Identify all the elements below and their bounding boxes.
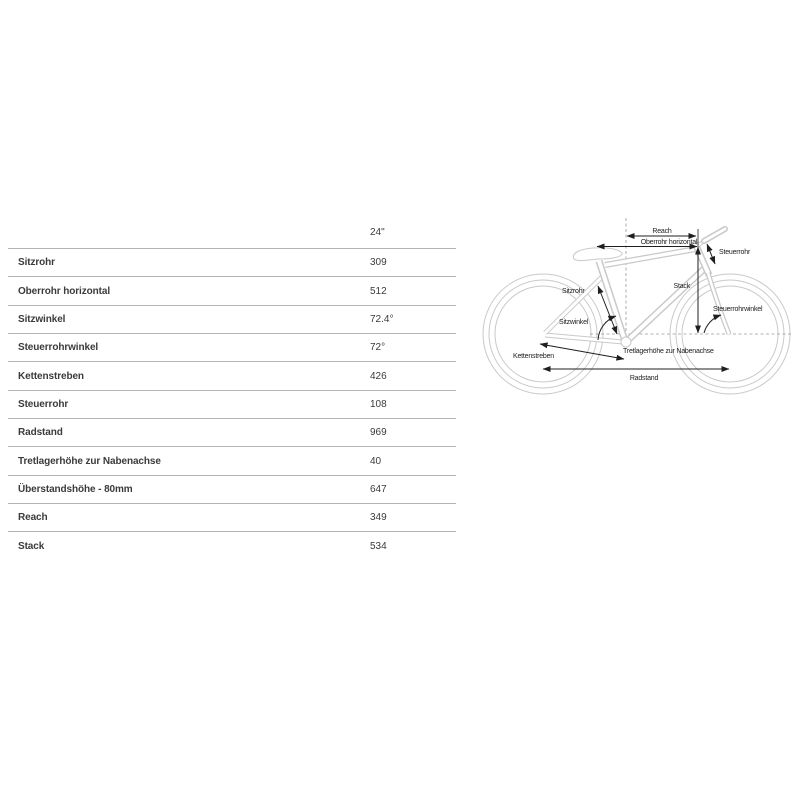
row-value: 349 <box>370 512 387 524</box>
table-row <box>8 306 456 334</box>
sitzwinkel-arc <box>598 316 616 340</box>
steuerrohrwinkel-arc <box>704 315 721 333</box>
row-label: Kettenstreben <box>18 370 84 382</box>
row-label: Stack <box>18 541 45 553</box>
bottom-bracket <box>621 337 631 347</box>
diagram-label-reach: Reach <box>652 228 672 235</box>
row-value: 426 <box>370 370 387 382</box>
diagram-label-sitzwinkel: Sitzwinkel <box>559 319 589 326</box>
diagram-label-radstand: Radstand <box>629 375 659 382</box>
row-label: Reach <box>18 512 48 524</box>
table-row <box>8 476 456 504</box>
table-row <box>8 419 456 447</box>
diagram-label-tretlagerhoehe: Tretlagerhöhe zur Nabenachse <box>623 348 714 355</box>
table-row <box>8 249 456 277</box>
row-label: Sitzrohr <box>18 257 55 269</box>
table-row <box>8 277 456 305</box>
table-row <box>8 391 456 419</box>
table-row <box>8 362 456 390</box>
row-label: Radstand <box>18 427 63 439</box>
row-label: Steuerrohrwinkel <box>18 342 99 354</box>
row-value: 512 <box>370 285 387 297</box>
bike-geometry-diagram <box>480 212 800 407</box>
diagram-label-oberrohr: Oberrohr horizontal <box>640 239 698 246</box>
table-header-row <box>8 217 456 249</box>
row-value: 309 <box>370 257 387 269</box>
diagram-label-kettenstreben: Kettenstreben <box>513 353 554 360</box>
row-value: 72.4° <box>370 313 394 325</box>
steuerrohr-arrow <box>707 244 715 264</box>
table-row <box>8 334 456 362</box>
diagram-label-steuerrohrwinkel: Steuerrohrwinkel <box>713 306 763 313</box>
row-label: Sitzwinkel <box>18 313 66 325</box>
diagram-label-sitzrohr: Sitzrohr <box>562 288 585 295</box>
row-value: 647 <box>370 483 387 495</box>
row-label: Überstandshöhe - 80mm <box>18 483 133 495</box>
diagram-label-steuerrohr: Steuerrohr <box>719 249 751 256</box>
row-label: Tretlagerhöhe zur Nabenachse <box>18 455 161 467</box>
row-value: 108 <box>370 398 387 410</box>
saddle <box>573 248 622 261</box>
row-value: 969 <box>370 427 387 439</box>
table-row <box>8 447 456 475</box>
table-row <box>8 504 456 532</box>
row-label: Oberrohr horizontal <box>18 285 110 297</box>
size-column-header: 24" <box>370 227 385 238</box>
table-row <box>8 532 456 560</box>
geometry-table <box>8 217 456 561</box>
row-value: 40 <box>370 455 382 467</box>
row-value: 72° <box>370 342 386 354</box>
row-value: 534 <box>370 541 387 553</box>
diagram-label-stack: Stack <box>673 283 690 290</box>
row-label: Steuerrohr <box>18 398 69 410</box>
